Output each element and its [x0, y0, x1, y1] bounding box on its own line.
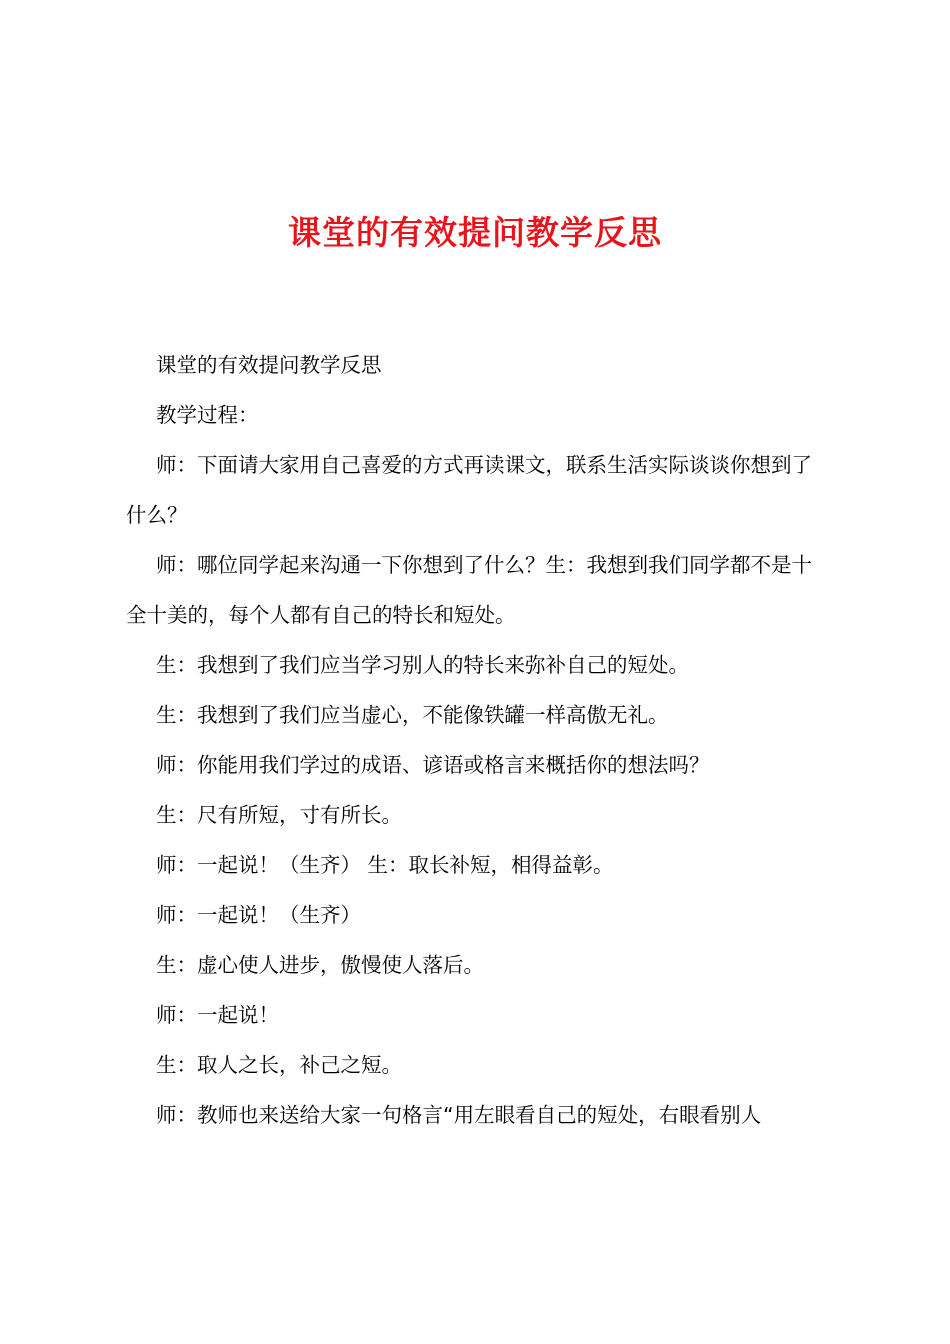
- paragraph: 师：你能用我们学过的成语、谚语或格言来概括你的想法吗？: [156, 753, 710, 777]
- paragraph: 师：哪位同学起来沟通一下你想到了什么？生：我想到我们同学都不是十全十美的，每个人都有自己的特长和短处。: [126, 553, 812, 627]
- paragraph: 课堂的有效提问教学反思: [156, 353, 382, 377]
- document-title: 课堂的有效提问教学反思: [288, 213, 662, 252]
- paragraph: 教学过程：: [156, 403, 259, 427]
- paragraph: 生：取人之长，补己之短。: [156, 1053, 402, 1077]
- paragraph: 师：教师也来送给大家一句格言“用左眼看自己的短处，右眼看别人: [156, 1103, 762, 1127]
- document-body: [126, 340, 832, 1140]
- paragraph: 师：一起说！（生齐）: [156, 903, 361, 927]
- paragraph: 师：一起说！（生齐） 生：取长补短，相得益彰。: [156, 853, 614, 877]
- paragraph: 生：虚心使人进步，傲慢使人落后。: [156, 953, 484, 977]
- paragraph: 生：我想到了我们应当虚心，不能像铁罐一样高傲无礼。: [156, 703, 669, 727]
- paragraph: 师：一起说！: [156, 1003, 279, 1027]
- paragraph: 生：尺有所短，寸有所长。: [156, 803, 402, 827]
- paragraph: 师：下面请大家用自己喜爱的方式再读课文，联系生活实际谈谈你想到了什么？: [126, 453, 812, 527]
- paragraph: 生：我想到了我们应当学习别人的特长来弥补自己的短处。: [156, 653, 689, 677]
